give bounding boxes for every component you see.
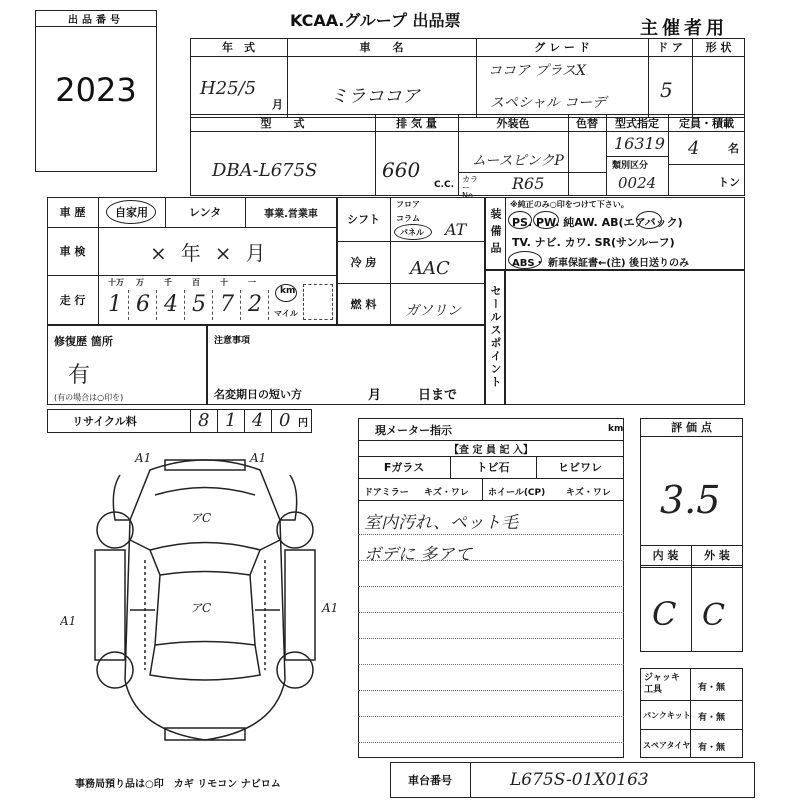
damage-mark-a1-3: A1 [60, 614, 77, 628]
name-change-label: 名変期日の短い方 [214, 388, 302, 401]
score-label: 評 価 点 [671, 421, 712, 434]
mileage-digit-2: 4 [164, 292, 178, 317]
recycle-digit-2: 4 [252, 410, 264, 431]
mile-unit: マイル [274, 309, 298, 318]
wheel-rear-left [97, 652, 133, 688]
class-value: 0024 [618, 174, 657, 192]
mileage-digit-5: 2 [248, 292, 262, 317]
fuel-label: 燃 料 [350, 298, 377, 311]
shift-panel: パネル [400, 228, 424, 237]
door-header: ド ア [657, 41, 683, 54]
meter-label: 現メーター指示 [375, 424, 452, 437]
repair-value: 有 [68, 363, 91, 388]
door-value: 5 [660, 78, 673, 102]
pw-circle [533, 211, 559, 229]
host-label: 主催者用 [640, 18, 728, 39]
repair-note: (有の場合は○印を) [54, 393, 124, 402]
wheel-label: ホイール(CP) [488, 488, 546, 498]
yen-unit: 円 [298, 418, 308, 429]
mileage-digit-4: 7 [220, 292, 234, 317]
exterior-label: 外 装 [704, 549, 730, 562]
lot-number-header: 出品番号 [68, 14, 124, 26]
crack-label: ヒビワレ [558, 461, 602, 474]
aircon-value: AAC [410, 258, 450, 279]
km-unit: km [280, 286, 296, 296]
capacity-value: 4 [688, 138, 700, 159]
form-title [290, 8, 461, 31]
mirror-option: キズ・ワレ [424, 488, 469, 498]
meter-unit: km [608, 424, 624, 434]
mileage-unit-3: 百 [192, 278, 200, 287]
score-value: 3.5 [660, 478, 721, 522]
car-name-value: ミラココア [330, 86, 420, 107]
color-no-label: カラー No. [462, 175, 478, 200]
equipment-line-1: PS. PW. 純AW. AB(エアバック) [512, 216, 683, 229]
recycle-digit-1: 1 [225, 410, 237, 431]
spec-value: 16319 [614, 134, 665, 153]
windshield-label: Fガラス [383, 461, 425, 474]
mileage-unit-4: 十 [220, 278, 228, 287]
interior-value: C [652, 595, 677, 633]
displacement-header: 排 気 量 [396, 116, 437, 130]
car-diagram [60, 440, 350, 750]
office-items-label: 事務局預り品は○印 カギ リモコン ナビロム [75, 779, 281, 790]
chassis-value: L675S-01X0163 [510, 770, 649, 790]
damage-mark-ac-1: アC [190, 511, 212, 525]
recolor-header: 色替 [576, 116, 598, 130]
shaken-value: ×年×月 [150, 241, 280, 265]
model-header: 型 式 [260, 116, 305, 130]
exterior-value: C [702, 598, 725, 633]
capacity-header: 定員・積載 [679, 116, 734, 130]
mileage-digit-3: 5 [192, 292, 206, 317]
mileage-extra-box [303, 284, 333, 320]
sales-point-label: セールスポイント [489, 285, 502, 389]
equipment-note: ※純正のみ○印をつけて下さい。 [510, 200, 629, 209]
rear-window [150, 642, 260, 681]
damage-mark-a1-4: A1 [322, 601, 339, 615]
mileage-digit-0: 1 [108, 292, 122, 317]
jack-label: ジャッキ工具 [644, 673, 680, 695]
mileage-digit-1: 6 [136, 292, 150, 317]
color-value: ムースピンクP [472, 153, 564, 169]
shaken-label: 車 検 [59, 245, 86, 258]
damage-mark-a1-2: A1 [250, 451, 267, 465]
color-no-value: R65 [512, 174, 545, 193]
spare-label: スペアタイヤ [643, 741, 691, 750]
equipment-line-2: TV. ナビ. カワ. SR(サンルーフ) [512, 236, 675, 249]
inspector-note-2: ボデに 多アて [364, 545, 472, 565]
shift-value: AT [445, 220, 467, 239]
repair-label: 修復歴 箇所 [54, 335, 113, 348]
inspector-header: 【査 定 員 記 入】 [449, 444, 533, 456]
shape-header: 形 状 [705, 41, 732, 54]
mileage-unit-0: 十万 [108, 278, 124, 287]
mirror-label: ドアミラー [364, 488, 409, 498]
windshield [150, 543, 260, 576]
brand-logo: KCAA [290, 11, 339, 30]
history-private: 自家用 [115, 206, 148, 219]
history-label: 車 歴 [59, 206, 86, 219]
fuel-value: ガソリン [405, 303, 461, 319]
wheel-option: キズ・ワレ [566, 488, 611, 498]
grade-value-1: ココア プラスX [488, 63, 586, 79]
spare-yn: 有・無 [698, 743, 726, 753]
inspector-note-1: 室内汚れ、ペット毛 [364, 513, 519, 533]
month-label: 月 [368, 388, 382, 403]
grade-value-2: スペシャル コーデ [490, 95, 607, 111]
mileage-label: 走 行 [59, 294, 86, 307]
mileage-unit-2: 千 [164, 278, 172, 287]
jack-yn: 有・無 [698, 683, 726, 693]
damage-mark-ac-2: アC [190, 601, 212, 615]
sales-point-area [505, 270, 745, 405]
chassis-label: 車台番号 [408, 774, 452, 787]
car-body-outline [125, 460, 285, 740]
title-text: .グループ 出品票 [338, 11, 461, 30]
class-label: 類別区分 [612, 161, 649, 171]
mileage-unit-1: 万 [136, 278, 144, 287]
day-label: 日まで [418, 388, 458, 403]
car-name-header: 車 名 [359, 41, 404, 54]
capacity-unit-persons: 名 [728, 142, 739, 155]
puncture-label: パンクキット [643, 711, 691, 720]
puncture-yn: 有・無 [698, 713, 726, 723]
model-value: DBA-L675S [212, 160, 318, 181]
aircon-label: 冷 房 [350, 256, 377, 269]
year-value: H25/5 [200, 78, 257, 99]
cc-unit: C.C. [434, 180, 455, 190]
mileage-unit-5: 一 [248, 278, 256, 287]
grade-header: グ レ ー ド [534, 41, 590, 54]
equipment-line-3: ABS・ 新車保証書←(注) 後日送りのみ [512, 258, 690, 269]
shift-column: コラム [396, 214, 420, 223]
equipment-label: 装備品 [489, 207, 502, 259]
ps-circle [508, 211, 532, 229]
history-business: 事業.営業車 [264, 208, 318, 220]
recycle-label: リサイクル料 [72, 415, 137, 428]
lot-number: 2023 [55, 71, 137, 109]
right-side-panel [285, 550, 315, 660]
recycle-digit-0: 8 [198, 410, 210, 431]
front-bumper [165, 460, 245, 470]
shift-label: シフト [347, 213, 380, 226]
year-month-unit: 月 [272, 98, 283, 111]
abs-circle [508, 251, 542, 269]
wheel-rear-right [277, 652, 313, 688]
panel-circle [394, 224, 432, 240]
capacity-unit-tons: トン [718, 176, 740, 189]
ab-circle [636, 211, 662, 229]
displacement-value: 660 [382, 158, 421, 182]
interior-label: 内 装 [652, 549, 679, 562]
left-side-panel [95, 550, 125, 660]
damage-mark-a1-1: A1 [135, 451, 152, 465]
spec-header: 型式指定 [615, 116, 659, 130]
caution-label: 注意事項 [214, 336, 251, 346]
year-header: 年 式 [222, 41, 255, 54]
private-circle [106, 200, 156, 224]
color-header: 外装色 [496, 116, 530, 130]
history-rental: レンタ [188, 206, 222, 219]
stone-chip-label: トビ石 [476, 461, 510, 474]
recycle-digit-3: 0 [279, 410, 291, 431]
shift-floor: フロア [396, 200, 420, 209]
